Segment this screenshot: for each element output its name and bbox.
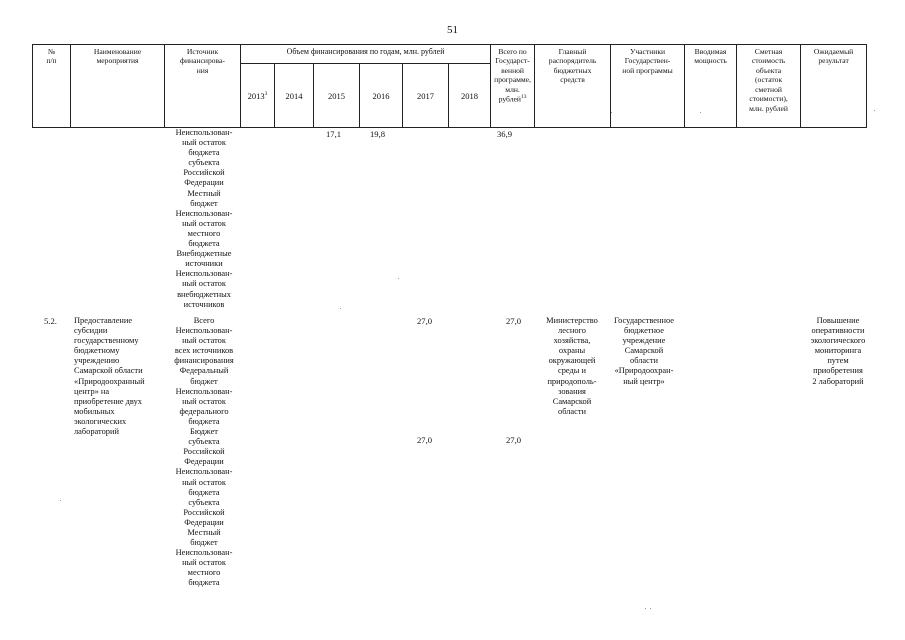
scan-speck <box>60 500 61 501</box>
header-funding-group: Объем финансирования по годам, млн. рублей <box>241 45 491 64</box>
header-participants: Участники Государствен- ной программы <box>611 45 685 128</box>
header-year-2015: 2015 <box>314 64 360 128</box>
top-sources: Неиспользован- ный остаток бюджета субъекта Российской Федерации Местный бюджет Неиспользован- ный остаток местного бюджета Внебюджетные источники Неиспользован- ный остаток внебюджетных источников <box>175 128 233 309</box>
row-5-2-sources: Всего Неиспользован- ный остаток всех источников финансирования Федеральный бюджет Неиспользован- ный остаток федерального бюджета Бюджет субъекта Российской Федерации Неиспользован- ный остаток бюджета субъекта Российской Федерации Местный бюджет Неиспользован- ный остаток местного бюджета <box>174 316 234 588</box>
table-header <box>32 44 867 128</box>
header-num: № п/п <box>33 45 71 128</box>
header-estimated-cost: Сметная стоимость объекта (остаток сметной стоимости), млн. рублей <box>737 45 801 128</box>
row-5-2-chief-manager: Министерство лесного хозяйства, охраны окружающей среды и природополь- зования Самарской области <box>546 316 598 416</box>
header-chief-manager: Главный распорядитель бюджетных средств <box>535 45 611 128</box>
header-total: Всего по Государст- венной программе, млн. рублей$^{13}$ <box>491 45 535 128</box>
row-5-2-value-2017-all: 27,0 <box>417 316 433 326</box>
scan-speck <box>340 308 341 309</box>
row-5-2-expected-result: Повышение оперативности экологического мониторинга путем приобретения 2 лабораторий <box>810 316 866 386</box>
scan-speck <box>611 112 612 113</box>
scan-speck <box>700 112 701 113</box>
header-year-2018: 2018 <box>449 64 491 128</box>
header-year-2014: 2014 <box>275 64 314 128</box>
header-year-2013: 2013$^3$ <box>241 64 275 128</box>
row-5-2-value-2017-regional: 27,0 <box>417 435 433 445</box>
header-source: Источник финансирова- ния <box>165 45 241 128</box>
header-name: Наименование мероприятия <box>71 45 165 128</box>
row-5-2-total-all: 27,0 <box>506 316 522 326</box>
top-value-2016: 19,8 <box>370 129 386 139</box>
scan-speck <box>398 278 399 279</box>
row-5-2-total-regional: 27,0 <box>506 435 522 445</box>
row-5-2-name: Предоставление субсидии государственному бюджетному учреждению Самарской области «Природоохранный центр» на приобретение двух мобильных экологических лабораторий <box>74 316 145 437</box>
scan-speck <box>645 608 646 609</box>
header-year-2017: 2017 <box>403 64 449 128</box>
page-number: 51 <box>447 24 458 36</box>
top-value-2015: 17,1 <box>326 129 342 139</box>
header-capacity: Вводимая мощность <box>685 45 737 128</box>
header-year-2016: 2016 <box>360 64 403 128</box>
header-expected-result: Ожидаемый результат <box>801 45 867 128</box>
scan-speck <box>874 110 875 111</box>
row-5-2-participants: Государственное бюджетное учреждение Самарской области «Природоохран- ный центр» <box>614 316 674 386</box>
top-total: 36,9 <box>497 129 513 139</box>
row-5-2-number: 5.2. <box>44 316 57 326</box>
scan-speck <box>650 608 651 609</box>
